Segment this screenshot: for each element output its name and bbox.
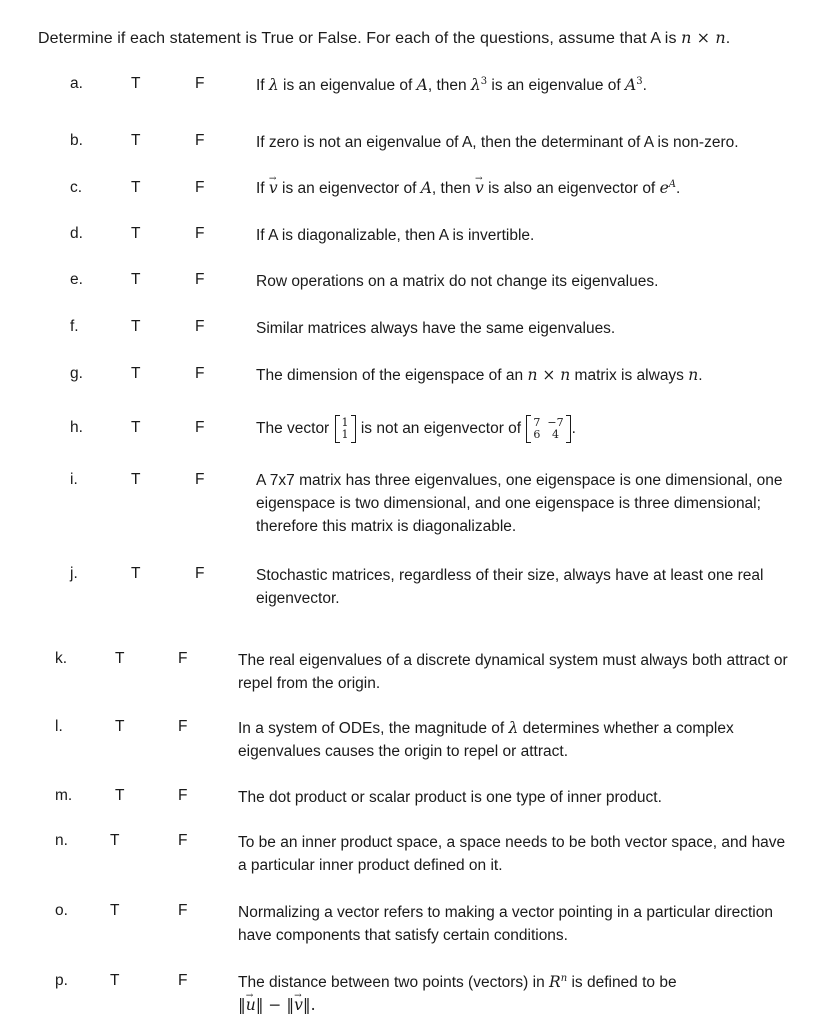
statement: The real eigenvalues of a discrete dynamical system must always both attract or repel from the origin. bbox=[238, 652, 788, 692]
false-option[interactable]: F bbox=[195, 419, 205, 436]
question-letter: c. bbox=[70, 179, 83, 196]
question-letter: o. bbox=[55, 902, 68, 919]
false-option[interactable]: F bbox=[178, 650, 188, 667]
instructions: Determine if each statement is True or False. For each of the questions, assume that A is n × n. bbox=[38, 28, 731, 47]
false-option[interactable]: F bbox=[178, 902, 188, 919]
false-option[interactable]: F bbox=[195, 565, 205, 582]
question-letter: f. bbox=[70, 318, 79, 335]
question-letter: d. bbox=[70, 225, 83, 242]
statement: The dot product or scalar product is one type of inner product. bbox=[238, 789, 662, 806]
false-option[interactable]: F bbox=[178, 972, 188, 989]
true-option[interactable]: T bbox=[131, 419, 141, 436]
statement: In a system of ODEs, the magnitude of λ determines whether a complex eigenvalues causes the origin to repel or attract. bbox=[238, 719, 734, 760]
statement: The dimension of the eigenspace of an n × n matrix is always n. bbox=[256, 366, 703, 384]
true-option[interactable]: T bbox=[131, 365, 141, 382]
true-option[interactable]: T bbox=[115, 787, 125, 804]
statement: If A is diagonalizable, then A is invertible. bbox=[256, 227, 535, 244]
true-option[interactable]: T bbox=[115, 650, 125, 667]
statement: The distance between two points (vectors) in $R^n$ is defined to be ‖→ u‖ − ‖→ v‖. bbox=[238, 971, 798, 1017]
column-vector: 1 1 bbox=[335, 415, 356, 443]
false-option[interactable]: F bbox=[195, 179, 205, 196]
false-option[interactable]: F bbox=[178, 718, 188, 735]
statement: If → v is an eigenvector of A, then → v is also an eigenvector of $e^A$. bbox=[256, 177, 812, 200]
false-option[interactable]: F bbox=[195, 365, 205, 382]
true-option[interactable]: T bbox=[131, 318, 141, 335]
true-option[interactable]: T bbox=[131, 225, 141, 242]
true-option[interactable]: T bbox=[131, 565, 141, 582]
statement: Stochastic matrices, regardless of their size, always have at least one real eigenvector. bbox=[256, 567, 764, 607]
false-option[interactable]: F bbox=[195, 225, 205, 242]
true-option[interactable]: T bbox=[115, 718, 125, 735]
question-letter: h. bbox=[70, 419, 83, 436]
statement: Row operations on a matrix do not change its eigenvalues. bbox=[256, 273, 659, 290]
false-option[interactable]: F bbox=[195, 75, 205, 92]
statement: If zero is not an eigenvalue of A, then the determinant of A is non-zero. bbox=[256, 134, 739, 151]
question-letter: e. bbox=[70, 271, 83, 288]
question-letter: i. bbox=[70, 471, 78, 488]
question-letter: m. bbox=[55, 787, 73, 804]
false-option[interactable]: F bbox=[195, 271, 205, 288]
true-option[interactable]: T bbox=[110, 972, 120, 989]
true-option[interactable]: T bbox=[131, 471, 141, 488]
statement: A 7x7 matrix has three eigenvalues, one eigenspace is one dimensional, one eigenspace is two dimensional, and one eigenspace is three dimensional; therefore this matrix is diagonalizable. bbox=[256, 472, 783, 535]
question-letter: b. bbox=[70, 132, 83, 149]
statement: Normalizing a vector refers to making a vector pointing in a particular direction have components that satisfy certain conditions. bbox=[238, 904, 773, 944]
statement: Similar matrices always have the same eigenvalues. bbox=[256, 320, 616, 337]
statement: To be an inner product space, a space needs to be both vector space, and have a particular inner product defined on it. bbox=[238, 834, 786, 874]
matrix: 7 −7 6 4 bbox=[526, 415, 570, 443]
true-option[interactable]: T bbox=[131, 271, 141, 288]
false-option[interactable]: F bbox=[178, 832, 188, 849]
question-letter: l. bbox=[55, 718, 63, 735]
question-letter: a. bbox=[70, 75, 83, 92]
false-option[interactable]: F bbox=[178, 787, 188, 804]
question-letter: p. bbox=[55, 972, 68, 989]
question-letter: k. bbox=[55, 650, 68, 667]
statement: The vector 1 1 is not an eigenvector of 7 −7 6 4 . bbox=[256, 416, 576, 441]
question-letter: j. bbox=[70, 565, 78, 582]
true-option[interactable]: T bbox=[110, 902, 120, 919]
true-option[interactable]: T bbox=[131, 75, 141, 92]
false-option[interactable]: F bbox=[195, 132, 205, 149]
false-option[interactable]: F bbox=[195, 471, 205, 488]
statement: If λ is an eigenvalue of A, then $\lambda^3$ is an eigenvalue of $A^3$. bbox=[256, 75, 647, 94]
question-letter: n. bbox=[55, 832, 68, 849]
true-option[interactable]: T bbox=[110, 832, 120, 849]
true-option[interactable]: T bbox=[131, 132, 141, 149]
question-letter: g. bbox=[70, 365, 83, 382]
false-option[interactable]: F bbox=[195, 318, 205, 335]
true-option[interactable]: T bbox=[131, 179, 141, 196]
